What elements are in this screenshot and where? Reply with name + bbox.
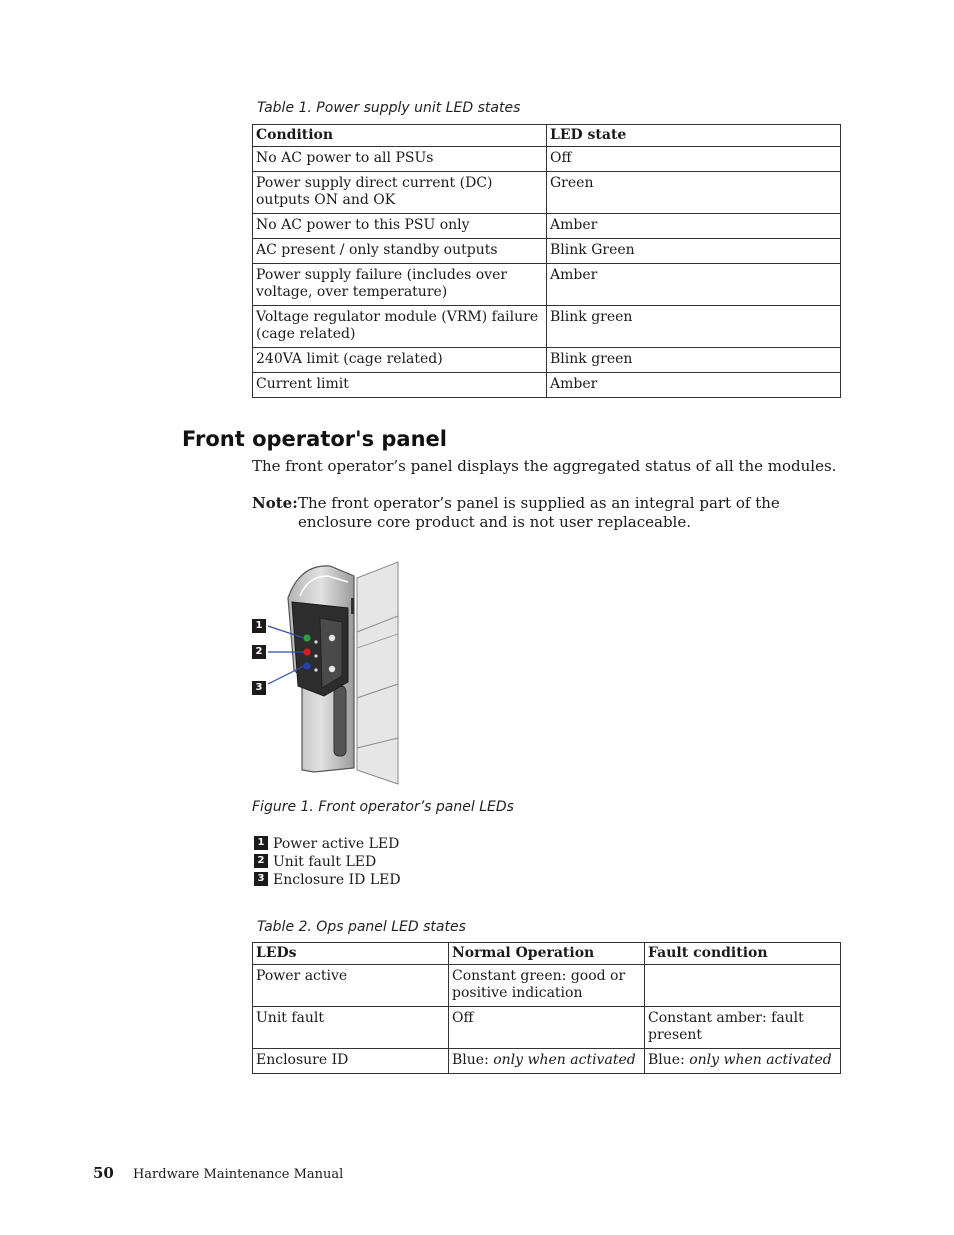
legend-item — [254, 835, 401, 853]
table-cell: Blink Green — [547, 239, 841, 264]
cell-italic: only when activated — [689, 1052, 832, 1068]
legend-number: 3 — [254, 872, 268, 886]
table-cell: Enclosure ID — [253, 1049, 449, 1074]
table-cell — [645, 1049, 841, 1074]
section-heading: Front operator's panel — [182, 427, 447, 451]
led-symbol-icon — [314, 668, 317, 671]
table-cell — [645, 965, 841, 1007]
legend-text: Enclosure ID LED — [273, 872, 401, 888]
table-cell: Off — [449, 1007, 645, 1049]
table-cell: Blink green — [547, 348, 841, 373]
ops-panel-display — [320, 618, 342, 688]
note-label: Note: — [252, 494, 298, 512]
figure-caption: Figure 1. Front operator’s panel LEDs — [252, 799, 514, 815]
ear-slot — [334, 686, 346, 756]
enclosure-side — [357, 562, 398, 784]
note — [252, 494, 842, 532]
manual-title: Hardware Maintenance Manual — [132, 1167, 344, 1182]
legend-item — [254, 871, 401, 889]
table2-header-normal: Normal Operation — [449, 943, 645, 965]
table-cell: AC present / only standby outputs — [253, 239, 547, 264]
table-cell: Amber — [547, 264, 841, 306]
section-intro: The front operator’s panel displays the aggregated status of all the modules. — [252, 457, 837, 475]
table-row — [253, 214, 841, 239]
table-cell: Amber — [547, 373, 841, 398]
table-row — [253, 172, 841, 214]
cell-prefix: Blue: — [648, 1052, 690, 1068]
table-cell: Off — [547, 147, 841, 172]
table2-header-fault: Fault condition — [645, 943, 841, 965]
table1-caption: Table 1. Power supply unit LED states — [257, 100, 521, 116]
table-row — [253, 373, 841, 398]
table2-header-row — [253, 943, 841, 965]
table-cell: Power supply failure (includes over voltage, over temperature) — [253, 264, 547, 306]
table-cell: Power supply direct current (DC) outputs ON and OK — [253, 172, 547, 214]
led-symbol-icon — [314, 640, 317, 643]
table-row — [253, 965, 841, 1007]
table-row — [253, 239, 841, 264]
page-footer — [93, 1163, 343, 1182]
led-symbol-icon — [314, 654, 317, 657]
table-row — [253, 348, 841, 373]
table-cell: Power active — [253, 965, 449, 1007]
table-row — [253, 1049, 841, 1074]
ops-button-icon — [329, 635, 335, 641]
table-cell: No AC power to this PSU only — [253, 214, 547, 239]
table-cell — [449, 1049, 645, 1074]
table1-header-led-state: LED state — [547, 125, 841, 147]
table2-caption: Table 2. Ops panel LED states — [257, 919, 466, 935]
table-cell: Constant green: good or positive indication — [449, 965, 645, 1007]
page-number: 50 — [93, 1164, 114, 1182]
id-led-icon — [303, 662, 310, 669]
legend-text: Power active LED — [273, 836, 400, 852]
callout-1: 1 — [252, 619, 266, 633]
legend-text: Unit fault LED — [273, 854, 377, 870]
table-row — [253, 147, 841, 172]
table2-header-leds: LEDs — [253, 943, 449, 965]
table-row — [253, 264, 841, 306]
note-text: The front operator’s panel is supplied as an integral part of the enclosure core product and is not user replaceable. — [298, 494, 780, 531]
table-row — [253, 306, 841, 348]
table-cell: Voltage regulator module (VRM) failure (cage related) — [253, 306, 547, 348]
table-cell: No AC power to all PSUs — [253, 147, 547, 172]
table1 — [252, 124, 841, 398]
legend-item — [254, 853, 401, 871]
power-led-icon — [303, 634, 310, 641]
table1-header-condition: Condition — [253, 125, 547, 147]
table-cell: Constant amber: fault present — [645, 1007, 841, 1049]
table-cell: Current limit — [253, 373, 547, 398]
table-cell: Green — [547, 172, 841, 214]
callout-2: 2 — [252, 645, 266, 659]
cell-prefix: Blue: — [452, 1052, 494, 1068]
front-panel-illustration — [250, 558, 405, 790]
ear-latch — [351, 598, 354, 614]
table1-header-row — [253, 125, 841, 147]
callout-3: 3 — [252, 681, 266, 695]
fault-led-icon — [303, 648, 310, 655]
table-cell: Amber — [547, 214, 841, 239]
table-cell: 240VA limit (cage related) — [253, 348, 547, 373]
table2 — [252, 942, 841, 1074]
legend-number: 2 — [254, 854, 268, 868]
table-cell: Unit fault — [253, 1007, 449, 1049]
legend-number: 1 — [254, 836, 268, 850]
table-cell: Blink green — [547, 306, 841, 348]
front-panel-figure — [250, 558, 405, 790]
cell-italic: only when activated — [493, 1052, 636, 1068]
figure-legend — [254, 835, 401, 889]
ops-button-icon — [329, 666, 335, 672]
table-row — [253, 1007, 841, 1049]
